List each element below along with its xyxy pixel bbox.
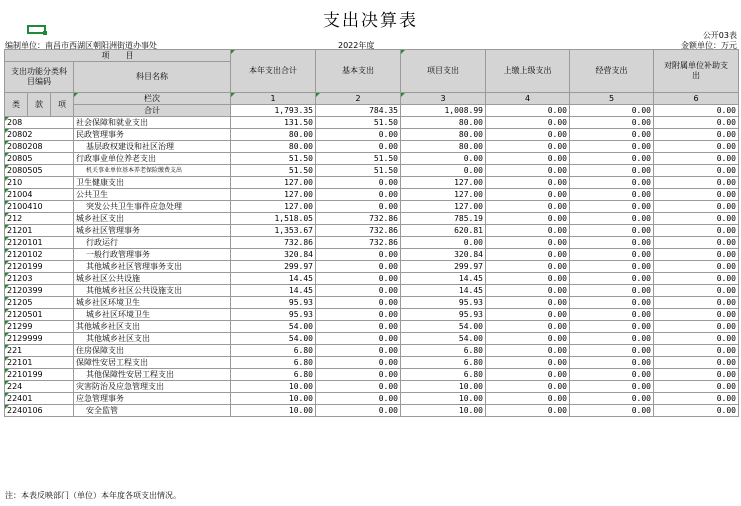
- subject-code-cell[interactable]: 2120199: [5, 261, 74, 273]
- amount-cell[interactable]: 0.00: [654, 249, 739, 261]
- amount-cell[interactable]: 0.00: [654, 153, 739, 165]
- lei-header[interactable]: 类: [5, 93, 28, 117]
- amount-cell[interactable]: 0.00: [486, 141, 570, 153]
- amount-cell[interactable]: 0.00: [654, 261, 739, 273]
- amount-cell[interactable]: 299.97: [401, 261, 486, 273]
- table-row: [5, 369, 739, 381]
- total-cell[interactable]: 784.35: [316, 105, 401, 117]
- amount-cell[interactable]: 0.00: [486, 249, 570, 261]
- col-number[interactable]: 1: [231, 93, 316, 105]
- table-row: [5, 297, 739, 309]
- func-class-header[interactable]: 支出功能分类科目编码: [5, 62, 74, 93]
- amount-cell[interactable]: 0.00: [654, 405, 739, 417]
- subject-code-cell[interactable]: 20802: [5, 129, 74, 141]
- amount-cell[interactable]: 6.80: [231, 369, 316, 381]
- xiangmu-header[interactable]: 项 目: [5, 50, 231, 62]
- table-row: [5, 225, 739, 237]
- amount-cell[interactable]: 0.00: [316, 201, 401, 213]
- subject-name-cell[interactable]: 其他城乡社区支出: [74, 321, 231, 333]
- amount-cell[interactable]: 0.00: [316, 261, 401, 273]
- amount-cell[interactable]: 732.86: [231, 237, 316, 249]
- amount-cell[interactable]: 0.00: [570, 237, 654, 249]
- subject-code-cell[interactable]: 224: [5, 381, 74, 393]
- amount-cell[interactable]: 0.00: [570, 393, 654, 405]
- subject-name-cell[interactable]: 其他城乡社区公共设施支出: [74, 285, 231, 297]
- amount-cell[interactable]: 0.00: [570, 309, 654, 321]
- expenditure-table: [4, 49, 739, 417]
- amount-cell[interactable]: 0.00: [316, 285, 401, 297]
- amount-cell[interactable]: 0.00: [570, 321, 654, 333]
- subject-code-cell[interactable]: 2080208: [5, 141, 74, 153]
- subject-name-cell[interactable]: 其他城乡社区支出: [74, 333, 231, 345]
- subject-name-cell[interactable]: 城乡社区环境卫生: [74, 309, 231, 321]
- amount-cell[interactable]: 0.00: [486, 189, 570, 201]
- amount-cell[interactable]: 0.00: [654, 165, 739, 177]
- table-row: [5, 177, 739, 189]
- total-cell[interactable]: 0.00: [654, 105, 739, 117]
- amount-cell[interactable]: 0.00: [654, 369, 739, 381]
- amount-cell[interactable]: 0.00: [654, 273, 739, 285]
- amount-cell[interactable]: 0.00: [570, 129, 654, 141]
- table-row: [5, 237, 739, 249]
- amount-cell[interactable]: 0.00: [486, 213, 570, 225]
- header-row: [5, 50, 739, 62]
- amount-cell[interactable]: 0.00: [570, 213, 654, 225]
- amount-cell[interactable]: 0.00: [486, 333, 570, 345]
- subject-code-cell[interactable]: 21205: [5, 297, 74, 309]
- amount-cell[interactable]: 0.00: [570, 165, 654, 177]
- amount-cell[interactable]: 0.00: [316, 369, 401, 381]
- amount-cell[interactable]: 0.00: [316, 405, 401, 417]
- amount-cell[interactable]: 14.45: [401, 285, 486, 297]
- amount-cell[interactable]: 0.00: [486, 177, 570, 189]
- subject-code-cell[interactable]: 2129999: [5, 333, 74, 345]
- subject-code-cell[interactable]: 2120101: [5, 237, 74, 249]
- amount-cell[interactable]: 6.80: [401, 369, 486, 381]
- subject-name-cell[interactable]: 保障性安居工程支出: [74, 357, 231, 369]
- amount-cell[interactable]: 0.00: [316, 393, 401, 405]
- amount-cell[interactable]: 732.86: [316, 213, 401, 225]
- subject-name-cell[interactable]: 应急管理事务: [74, 393, 231, 405]
- amount-cell[interactable]: 0.00: [316, 273, 401, 285]
- subject-name-cell[interactable]: 灾害防治及应急管理支出: [74, 381, 231, 393]
- table-row: [5, 201, 739, 213]
- amount-cell[interactable]: 0.00: [486, 153, 570, 165]
- amount-cell[interactable]: 0.00: [570, 177, 654, 189]
- subject-code-cell[interactable]: 20805: [5, 153, 74, 165]
- amount-cell[interactable]: 10.00: [401, 381, 486, 393]
- amount-cell[interactable]: 0.00: [316, 381, 401, 393]
- amount-cell[interactable]: 0.00: [570, 285, 654, 297]
- amount-cell[interactable]: 54.00: [401, 321, 486, 333]
- amount-cell[interactable]: 131.50: [231, 117, 316, 129]
- amount-cell[interactable]: 732.86: [316, 225, 401, 237]
- subject-code-cell[interactable]: 2240106: [5, 405, 74, 417]
- subject-code-cell[interactable]: 21201: [5, 225, 74, 237]
- amount-cell[interactable]: 0.00: [316, 249, 401, 261]
- table-row: [5, 141, 739, 153]
- subject-code-cell[interactable]: 2210199: [5, 369, 74, 381]
- amount-cell[interactable]: 0.00: [486, 225, 570, 237]
- amount-cell[interactable]: 0.00: [654, 213, 739, 225]
- total-cell[interactable]: 1,793.35: [231, 105, 316, 117]
- amount-cell[interactable]: 732.86: [316, 237, 401, 249]
- header-row: [5, 93, 739, 105]
- amount-cell[interactable]: 10.00: [401, 393, 486, 405]
- total-cell[interactable]: 0.00: [486, 105, 570, 117]
- amount-cell[interactable]: 0.00: [654, 345, 739, 357]
- subject-code-cell[interactable]: 2120501: [5, 309, 74, 321]
- amount-cell[interactable]: 0.00: [570, 225, 654, 237]
- subject-name-cell[interactable]: 机关事业单位基本养老保险缴费支出: [74, 165, 231, 177]
- amount-cell[interactable]: 51.50: [231, 153, 316, 165]
- subject-code-cell[interactable]: 21203: [5, 273, 74, 285]
- amount-cell[interactable]: 299.97: [231, 261, 316, 273]
- col-header-subsidy[interactable]: 对附属单位补助支出: [654, 50, 739, 93]
- total-label[interactable]: 合计: [74, 105, 231, 117]
- amount-cell[interactable]: 0.00: [654, 189, 739, 201]
- amount-cell[interactable]: 127.00: [231, 189, 316, 201]
- col-number[interactable]: 3: [401, 93, 486, 105]
- amount-cell[interactable]: 0.00: [486, 381, 570, 393]
- amount-cell[interactable]: 14.45: [231, 273, 316, 285]
- subject-code-cell[interactable]: 2100410: [5, 201, 74, 213]
- amount-cell[interactable]: 95.93: [231, 309, 316, 321]
- amount-cell[interactable]: 80.00: [401, 129, 486, 141]
- unit-label: 编制单位：南昌市西湖区朝阳洲街道办事处: [5, 41, 157, 50]
- amount-cell[interactable]: 0.00: [486, 369, 570, 381]
- amount-cell[interactable]: 320.84: [231, 249, 316, 261]
- amount-cell[interactable]: 80.00: [231, 141, 316, 153]
- subject-code-cell[interactable]: 212: [5, 213, 74, 225]
- amount-cell[interactable]: 0.00: [570, 189, 654, 201]
- amount-cell[interactable]: 0.00: [654, 333, 739, 345]
- amount-cell[interactable]: 0.00: [401, 237, 486, 249]
- amount-cell[interactable]: 0.00: [486, 297, 570, 309]
- amount-cell[interactable]: 6.80: [401, 345, 486, 357]
- amount-cell[interactable]: 0.00: [486, 345, 570, 357]
- amount-cell[interactable]: 0.00: [654, 177, 739, 189]
- amount-cell[interactable]: 0.00: [486, 237, 570, 249]
- amount-cell[interactable]: 0.00: [654, 225, 739, 237]
- table-row: [5, 285, 739, 297]
- amount-cell[interactable]: 95.93: [401, 309, 486, 321]
- subject-name-cell[interactable]: 突发公共卫生事件应急处理: [74, 201, 231, 213]
- footnote: 注：本表反映部门（单位）本年度各项支出情况。: [5, 491, 181, 500]
- table-row: [5, 117, 739, 129]
- subject-code-cell[interactable]: 2120102: [5, 249, 74, 261]
- amount-cell[interactable]: 320.84: [401, 249, 486, 261]
- subject-name-cell[interactable]: 公共卫生: [74, 189, 231, 201]
- total-cell[interactable]: 1,008.99: [401, 105, 486, 117]
- amount-cell[interactable]: 0.00: [570, 261, 654, 273]
- table-row: [5, 165, 739, 177]
- kuan-header[interactable]: 款: [28, 93, 51, 117]
- subject-code-cell[interactable]: 221: [5, 345, 74, 357]
- amount-cell[interactable]: 0.00: [316, 333, 401, 345]
- sheet-title: 支出决算表: [323, 11, 418, 31]
- amount-cell[interactable]: 0.00: [316, 345, 401, 357]
- total-cell[interactable]: 0.00: [570, 105, 654, 117]
- amount-cell[interactable]: 0.00: [316, 321, 401, 333]
- amount-cell[interactable]: 6.80: [401, 357, 486, 369]
- amount-unit: 金额单位：万元: [681, 41, 737, 50]
- amount-cell[interactable]: 127.00: [231, 177, 316, 189]
- amount-cell[interactable]: 0.00: [654, 117, 739, 129]
- amount-cell[interactable]: 0.00: [316, 297, 401, 309]
- col-header-project[interactable]: 项目支出: [401, 50, 486, 93]
- subject-name-cell[interactable]: 住房保障支出: [74, 345, 231, 357]
- amount-cell[interactable]: 0.00: [654, 285, 739, 297]
- amount-cell[interactable]: 0.00: [486, 405, 570, 417]
- amount-cell[interactable]: 0.00: [486, 201, 570, 213]
- amount-cell[interactable]: 0.00: [401, 153, 486, 165]
- subject-name-cell[interactable]: 一般行政管理事务: [74, 249, 231, 261]
- amount-cell[interactable]: 0.00: [654, 321, 739, 333]
- amount-cell[interactable]: 6.80: [231, 345, 316, 357]
- table-row: [5, 381, 739, 393]
- subject-name-cell[interactable]: 行政运行: [74, 237, 231, 249]
- table-row: [5, 249, 739, 261]
- table-row: [5, 153, 739, 165]
- amount-cell[interactable]: 0.00: [654, 381, 739, 393]
- col-number[interactable]: 2: [316, 93, 401, 105]
- subject-name-cell[interactable]: 行政事业单位养老支出: [74, 153, 231, 165]
- amount-cell[interactable]: 620.81: [401, 225, 486, 237]
- col-header-upper[interactable]: 上缴上级支出: [486, 50, 570, 93]
- amount-cell[interactable]: 0.00: [570, 381, 654, 393]
- amount-cell[interactable]: 0.00: [401, 165, 486, 177]
- amount-cell[interactable]: 0.00: [570, 297, 654, 309]
- amount-cell[interactable]: 0.00: [570, 153, 654, 165]
- subject-name-cell[interactable]: 城乡社区支出: [74, 213, 231, 225]
- subject-code-cell[interactable]: 21299: [5, 321, 74, 333]
- table-row: [5, 345, 739, 357]
- amount-cell[interactable]: 0.00: [316, 357, 401, 369]
- amount-cell[interactable]: 51.50: [316, 153, 401, 165]
- amount-cell[interactable]: 14.45: [401, 273, 486, 285]
- amount-cell[interactable]: 80.00: [401, 141, 486, 153]
- amount-cell[interactable]: 51.50: [316, 165, 401, 177]
- amount-cell[interactable]: 127.00: [401, 177, 486, 189]
- amount-cell[interactable]: 0.00: [486, 309, 570, 321]
- amount-cell[interactable]: 127.00: [231, 201, 316, 213]
- subject-name-cell[interactable]: 其他城乡社区管理事务支出: [74, 261, 231, 273]
- col-header-operating[interactable]: 经营支出: [570, 50, 654, 93]
- table-row: [5, 333, 739, 345]
- amount-cell[interactable]: 127.00: [401, 189, 486, 201]
- lanci-header[interactable]: 栏次: [74, 93, 231, 105]
- table-row: [5, 405, 739, 417]
- amount-cell[interactable]: 51.50: [316, 117, 401, 129]
- amount-cell[interactable]: 0.00: [654, 237, 739, 249]
- col-number[interactable]: 6: [654, 93, 739, 105]
- subject-code-cell[interactable]: 2120399: [5, 285, 74, 297]
- amount-cell[interactable]: 0.00: [654, 297, 739, 309]
- amount-cell[interactable]: 54.00: [231, 321, 316, 333]
- amount-cell[interactable]: 0.00: [654, 129, 739, 141]
- amount-cell[interactable]: 0.00: [654, 393, 739, 405]
- amount-cell[interactable]: 1,518.05: [231, 213, 316, 225]
- amount-cell[interactable]: 0.00: [486, 165, 570, 177]
- subject-name-cell[interactable]: 城乡社区管理事务: [74, 225, 231, 237]
- table-row: [5, 393, 739, 405]
- subject-code-cell[interactable]: 210: [5, 177, 74, 189]
- subject-name-cell[interactable]: 基层政权建设和社区治理: [74, 141, 231, 153]
- subject-name-cell[interactable]: 社会保障和就业支出: [74, 117, 231, 129]
- table-row: [5, 213, 739, 225]
- amount-cell[interactable]: 0.00: [570, 201, 654, 213]
- amount-cell[interactable]: 80.00: [401, 117, 486, 129]
- amount-cell[interactable]: 0.00: [570, 333, 654, 345]
- amount-cell[interactable]: 0.00: [316, 129, 401, 141]
- amount-cell[interactable]: 10.00: [401, 405, 486, 417]
- amount-cell[interactable]: 0.00: [316, 189, 401, 201]
- amount-cell[interactable]: 6.80: [231, 357, 316, 369]
- col-header-total[interactable]: 本年支出合计: [231, 50, 316, 93]
- amount-cell[interactable]: 10.00: [231, 405, 316, 417]
- subject-name-cell[interactable]: 城乡社区公共设施: [74, 273, 231, 285]
- amount-cell[interactable]: 51.50: [231, 165, 316, 177]
- table-row: [5, 321, 739, 333]
- amount-cell[interactable]: 0.00: [316, 177, 401, 189]
- amount-cell[interactable]: 54.00: [401, 333, 486, 345]
- amount-cell[interactable]: 0.00: [654, 201, 739, 213]
- amount-cell[interactable]: 0.00: [654, 141, 739, 153]
- subject-name-cell[interactable]: 城乡社区环境卫生: [74, 297, 231, 309]
- year-label: 2022年度: [338, 41, 375, 50]
- subject-name-header[interactable]: 科目名称: [74, 62, 231, 93]
- subject-code-cell[interactable]: 2080505: [5, 165, 74, 177]
- table-row: [5, 189, 739, 201]
- amount-cell[interactable]: 80.00: [231, 129, 316, 141]
- amount-cell[interactable]: 0.00: [486, 357, 570, 369]
- amount-cell[interactable]: 0.00: [486, 261, 570, 273]
- col-number[interactable]: 4: [486, 93, 570, 105]
- amount-cell[interactable]: 0.00: [486, 117, 570, 129]
- table-row: [5, 357, 739, 369]
- amount-cell[interactable]: 0.00: [570, 345, 654, 357]
- amount-cell[interactable]: 10.00: [231, 393, 316, 405]
- amount-cell[interactable]: 54.00: [231, 333, 316, 345]
- subject-name-cell[interactable]: 民政管理事务: [74, 129, 231, 141]
- subject-code-cell[interactable]: 22101: [5, 357, 74, 369]
- amount-cell[interactable]: 0.00: [316, 309, 401, 321]
- amount-cell[interactable]: 785.19: [401, 213, 486, 225]
- amount-cell[interactable]: 0.00: [570, 117, 654, 129]
- amount-cell[interactable]: 0.00: [486, 129, 570, 141]
- amount-cell[interactable]: 10.00: [231, 381, 316, 393]
- amount-cell[interactable]: 0.00: [570, 369, 654, 381]
- col-header-basic[interactable]: 基本支出: [316, 50, 401, 93]
- subject-code-cell[interactable]: 21004: [5, 189, 74, 201]
- amount-cell[interactable]: 0.00: [316, 141, 401, 153]
- amount-cell[interactable]: 0.00: [570, 249, 654, 261]
- amount-cell[interactable]: 0.00: [570, 405, 654, 417]
- amount-cell[interactable]: 127.00: [401, 201, 486, 213]
- amount-cell[interactable]: 0.00: [486, 273, 570, 285]
- amount-cell[interactable]: 0.00: [654, 309, 739, 321]
- amount-cell[interactable]: 0.00: [486, 285, 570, 297]
- table-row: [5, 273, 739, 285]
- amount-cell[interactable]: 0.00: [570, 357, 654, 369]
- amount-cell[interactable]: 1,353.67: [231, 225, 316, 237]
- amount-cell[interactable]: 95.93: [401, 297, 486, 309]
- amount-cell[interactable]: 0.00: [654, 357, 739, 369]
- col-number[interactable]: 5: [570, 93, 654, 105]
- table-row: [5, 309, 739, 321]
- amount-cell[interactable]: 0.00: [486, 321, 570, 333]
- subject-code-cell[interactable]: 22401: [5, 393, 74, 405]
- subject-code-cell[interactable]: 208: [5, 117, 74, 129]
- amount-cell[interactable]: 0.00: [570, 273, 654, 285]
- amount-cell[interactable]: 95.93: [231, 297, 316, 309]
- xiang-header[interactable]: 项: [51, 93, 74, 117]
- table-header: [5, 50, 739, 117]
- amount-cell[interactable]: 14.45: [231, 285, 316, 297]
- subject-name-cell[interactable]: 卫生健康支出: [74, 177, 231, 189]
- subject-name-cell[interactable]: 其他保障性安居工程支出: [74, 369, 231, 381]
- amount-cell[interactable]: 0.00: [486, 393, 570, 405]
- subject-name-cell[interactable]: 安全监管: [74, 405, 231, 417]
- header-row: [5, 105, 739, 117]
- form-number: 公开03表: [702, 31, 737, 40]
- table-row: [5, 129, 739, 141]
- table-body: [5, 117, 739, 417]
- table-row: [5, 261, 739, 273]
- amount-cell[interactable]: 0.00: [570, 141, 654, 153]
